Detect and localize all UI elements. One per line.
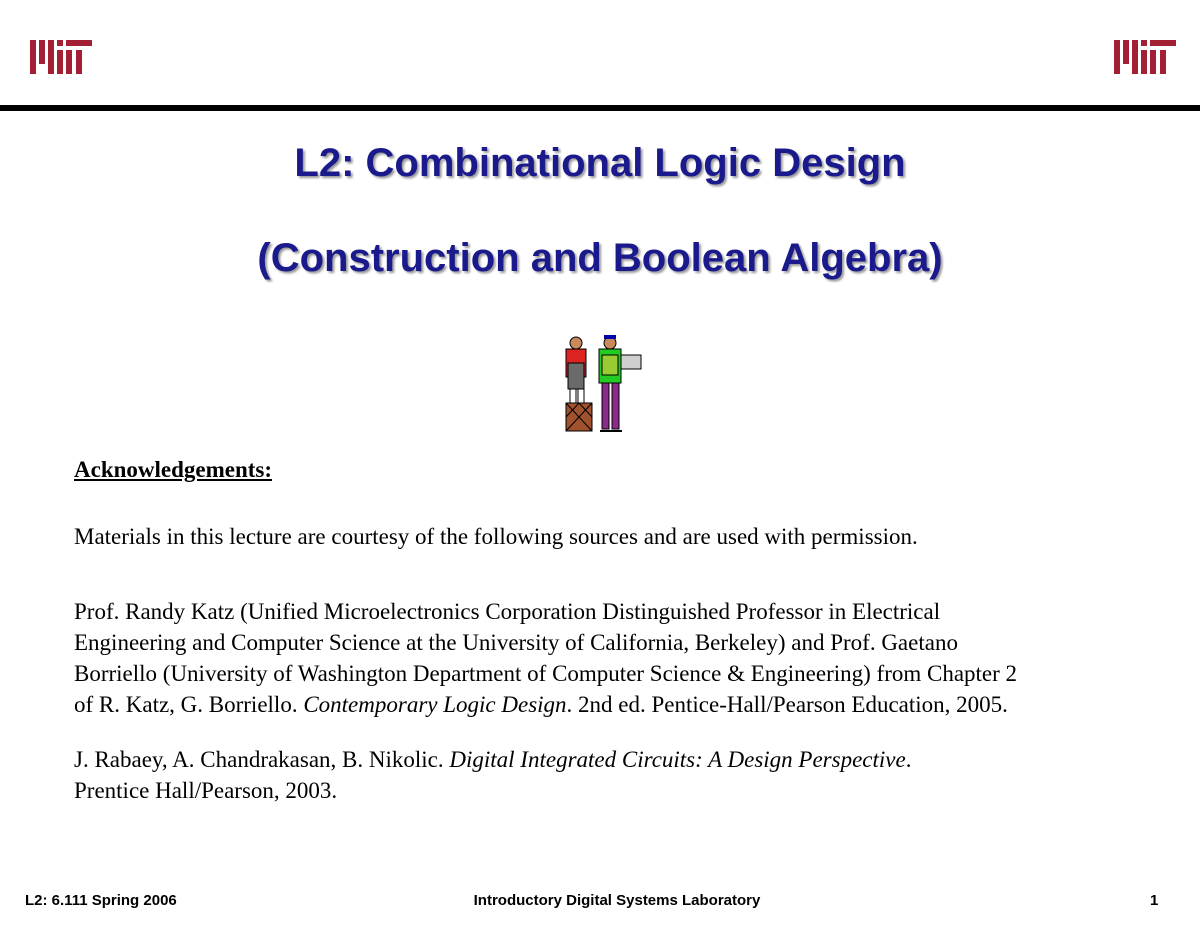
reference-line: Borriello (University of Washington Department of Computer Science & Engineering) from Chapter 2 [74,661,1018,686]
acknowledgements-heading: Acknowledgements: [74,457,273,482]
reference-line: Prentice Hall/Pearson, 2003. [74,778,338,803]
slide-subtitle: (Construction and Boolean Algebra) [257,236,943,280]
mit-logo-icon [30,40,94,74]
reference-line: of R. Katz, G. Borriello. [74,692,304,717]
reference-line: J. Rabaey, A. Chandrakasan, B. Nikolic. [74,747,450,772]
reference-line: Engineering and Computer Science at the University of California, Berkeley) and Prof. Gaetano [74,630,958,655]
reference-line: . [905,747,912,772]
engineers-clipart-icon [552,333,648,435]
reference-katz-borriello [74,596,1154,720]
mit-logo-icon [1114,40,1178,74]
footer-lab-name: Introductory Digital Systems Laboratory [473,892,761,909]
header-divider [0,105,1200,111]
book-title: Contemporary Logic Design [303,692,567,717]
footer-course: L2: 6.111 Spring 2006 [25,892,177,909]
reference-line: Prof. Randy Katz (Unified Microelectronics Corporation Distinguished Professor in Electrical [74,599,941,624]
book-title: Digital Integrated Circuits: A Design Perspective [449,747,906,772]
reference-line: . 2nd ed. Pentice-Hall/Pearson Education, 2005. [566,692,1008,717]
slide-title: L2: Combinational Logic Design [294,141,906,185]
reference-rabaey [74,744,1154,806]
acknowledgements-intro: Materials in this lecture are courtesy of the following sources and are used with permission. [74,524,918,549]
page-number: 1 [1150,892,1159,909]
